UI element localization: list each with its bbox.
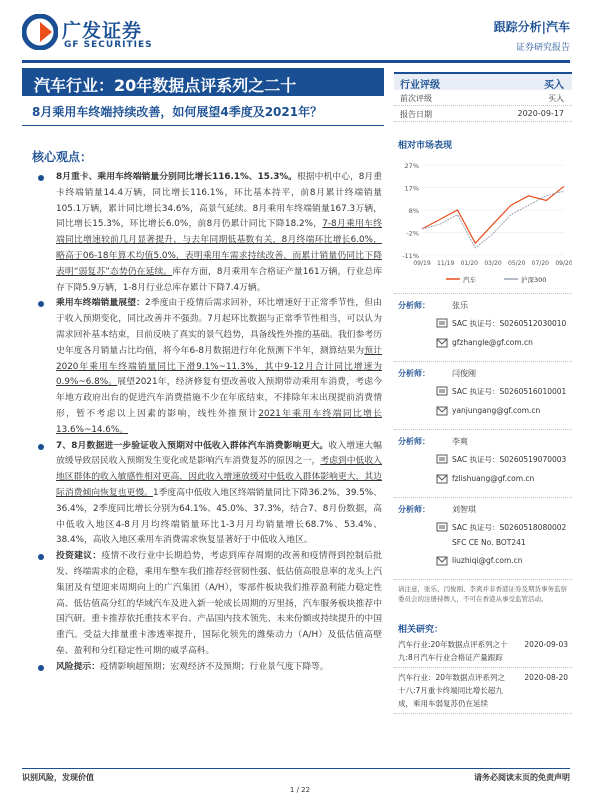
- analyst-name: 闫俊刚: [452, 369, 476, 378]
- rating-label: 行业评级: [400, 80, 440, 91]
- analyst-label: 分析师：: [398, 505, 430, 514]
- paragraph-5: [22, 660, 382, 676]
- sidebar: [394, 72, 572, 714]
- analyst-id: SAC 执证号：S0260518080002: [452, 523, 567, 532]
- analyst-4: [394, 497, 572, 579]
- market-chart-svg: [394, 159, 572, 289]
- paragraph-4: [22, 549, 382, 660]
- para-text: 2季度由于疫情后需求回补，环比增速好于正常季节性，但由于收入预期变化，同比改善并不强劲。7月起环比数据与正常季节性相当，可以认为需求回补基本结束，目前反映了真实的景气趋势，具备线性外推的基础。我们参考历史年度各月销量占比均值，将今年6-8月数据进行年化预测下半年，测算结果为: [56, 298, 382, 356]
- bullet-icon: [38, 554, 44, 560]
- market-chart: [394, 159, 572, 289]
- analyst-label: 分析师：: [398, 437, 430, 446]
- email-icon: [436, 406, 448, 416]
- report-sub: 证券研究报告: [515, 43, 570, 53]
- analyst-name: 张乐: [452, 301, 468, 310]
- analyst-name: 刘智琪: [452, 505, 476, 514]
- x-tick-label: 11/19: [437, 260, 455, 267]
- phone-icon: [436, 454, 448, 464]
- related-item[interactable]: [394, 668, 572, 714]
- main-body: [22, 170, 382, 676]
- phone-icon: [436, 318, 448, 328]
- para-tail: 1季度高中低收入地区终端销量同比下降36.2%、39.5%、36.4%，2季度同比增长分别为64.1%、45.0%、37.3%，结合7、8月份数据，高中低收入地区4-8月月均终端销量环比1-3月月均销量增长68.7%、53.4%、38.4%，高收入地区乘用车消费需求恢复显著好于中低收入地区。: [56, 487, 382, 546]
- x-tick-label: 01/20: [460, 260, 478, 267]
- bullet-icon: [38, 175, 44, 181]
- y-tick-label: 27%: [404, 162, 419, 170]
- x-tick-label: 09/20: [555, 260, 572, 267]
- para-underline: 考虑到中低收入地区群体的收入敏感性相对更高，因此收入增速放缓对中低收入群体影响更大，其边际消费倾向恢复也更慢。: [56, 456, 382, 498]
- paragraph-1: [22, 170, 382, 296]
- footer-rule: [22, 768, 570, 769]
- legend-label: 汽车: [463, 276, 476, 284]
- x-tick-label: 07/20: [531, 260, 549, 267]
- analyst-1: [394, 293, 572, 361]
- analyst-id2: SFC CE No. BOT241: [452, 538, 526, 547]
- prev-rating-value: 买入: [548, 94, 564, 103]
- analyst-email[interactable]: yanjungang@gf.com.cn: [452, 406, 541, 415]
- related-title: 相关研究：: [398, 625, 444, 635]
- email-icon: [436, 338, 448, 348]
- analyst-id: SAC 执证号：S0260512030010: [452, 319, 567, 328]
- series-line-汽车: [422, 186, 564, 243]
- y-tick-label: 17%: [404, 184, 419, 193]
- y-tick-label: -11%: [402, 252, 419, 260]
- legend-label: 沪深300: [521, 276, 547, 284]
- bullet-icon: [38, 665, 44, 671]
- phone-icon: [436, 386, 448, 396]
- analyst-name: 李爽: [452, 437, 468, 446]
- x-tick-label: 03/20: [484, 260, 502, 267]
- paragraph-2: [22, 296, 382, 438]
- para-tail: 库存方面，8月乘用车合格证产量161万辆，行业总库存下降5.9万辆，1-8月行业总库存累计下降7.4万辆。: [56, 266, 382, 293]
- subtitle-rule: [22, 125, 384, 126]
- rating-row: [394, 72, 572, 90]
- related-text[interactable]: 汽车行业：20年数据点评系列之十八:7月重卡终端同比增长超九成，乘用车弱复苏仍在延续: [398, 673, 506, 708]
- para-text: 疫情不改行业中长期趋势，考虑到库存周期的改善和疫情得到控制后批发、终端需求的企稳，乘用车整车我们推荐经营韧性强、低估值高股息率的龙头上汽集团及有望迎来周期向上的广汽集团（A/H），零部件板块我们推荐盈利能力稳定性高、低估值高分红的华域汽车及进入新一轮成长周期的万里扬，汽车服务板块推荐中国汽研。重卡推荐依托重技术平台、产品国内技术领先、未来份额或持续提升的中国重汽。受益大排量重卡渗透率提升，国际化领先的潍柴动力（A/H）及低估值高壁垒、盈利和分红稳定性可期的威孚高科。: [56, 551, 382, 656]
- page-subtitle: 8月乘用车终端持续改善，如何展望4季度及2021年？: [32, 105, 323, 119]
- analyst-email[interactable]: gfzhangle@gf.com.cn: [452, 338, 533, 347]
- y-tick-label: 8%: [408, 207, 419, 215]
- top-rule: [22, 60, 570, 63]
- para-tail: 展望2021年，经济修复有望改善收入预期带动乘用车消费，考虑今年地方政府出台的促进汽车消费措施不少在年底结束，不排除年末出现提前消费情形，暂不考虑以上因素的影响，线性外推预计: [56, 377, 382, 419]
- analyst-id: SAC 执证号：S0260516010001: [452, 387, 567, 396]
- analyst-3: [394, 429, 572, 497]
- para-text: 根据中机中心，8月重卡终端销量14.4万辆，同比增长116.1%，环比基本持平，前8月累计终端销量105.1万辆，累计同比增长34.6%，高景气延续。8月乘用车终端销量167.3万辆，同比增长15.3%，环比增长6.0%，前8月仍累计同比下降18.2%，: [56, 172, 383, 230]
- report-type: 跟踪分析|汽车: [493, 20, 570, 34]
- bullet-icon: [38, 444, 44, 450]
- para-text: 疫情影响超预期；宏观经济不及预期；行业景气度下降等。: [100, 661, 329, 672]
- x-tick-label: 09/19: [413, 260, 431, 267]
- analyst-email[interactable]: liuzhiqi@gf.com.cn: [452, 556, 523, 565]
- logo-cn: 广发证券: [62, 20, 143, 42]
- analyst-id: SAC 执证号：S0260519070003: [452, 455, 567, 464]
- analyst-label: 分析师：: [398, 301, 430, 310]
- x-tick-label: 05/20: [508, 260, 526, 267]
- analyst-label: 分析师：: [398, 369, 430, 378]
- para-lead: 7、8月数据进一步验证收入预期对中低收入群体汽车消费影响更大。: [56, 440, 329, 451]
- page-number: 1 / 22: [289, 786, 311, 794]
- related-item[interactable]: [394, 635, 572, 668]
- gf-logo: [22, 14, 172, 54]
- para-underline: 7-8月乘用车终端同比增速较前几月显著提升，与去年同期低基数有关，8月终端环比增长6.0%，略高于06-18年算术均值5.0%，表明乘用车需求持续改善，而累计销量仍同比下降表明“弱复苏”态势仍在延续。: [56, 219, 382, 277]
- paragraph-3: [22, 439, 382, 550]
- para-lead: 8月重卡、乘用车终端销量分别同比增长116.1%、15.3%。: [56, 172, 297, 182]
- analyst-2: [394, 361, 572, 429]
- date-label: 报告日期: [400, 110, 432, 119]
- phone-icon: [436, 522, 448, 532]
- para-lead: 投资建议：: [56, 551, 102, 562]
- para-lead: 乘用车终端销量展望：: [56, 298, 145, 309]
- related-text[interactable]: 汽车行业:20年数据点评系列之十九:8月汽车行业合格证产量跟踪: [398, 640, 508, 662]
- prev-rating-label: 前次评级: [400, 94, 432, 103]
- related-date: 2020-08-20: [524, 673, 568, 682]
- footer-disclaimer: 请务必阅读末页的免责声明: [474, 773, 570, 782]
- para-underline-2: 2021年乘用车终端同比增长13.6%~14.6%。: [56, 408, 382, 435]
- para-lead: 风险提示：: [56, 661, 100, 672]
- para-text: 收入增速大幅放缓导致居民收入预期发生变化或是影响汽车消费复苏的原因之一，: [56, 440, 382, 467]
- market-title: 相对市场表现: [398, 141, 453, 151]
- logo-en: GF SECURITIES: [64, 40, 153, 50]
- prev-rating-row: [394, 90, 572, 106]
- rating-value: 买入: [544, 80, 564, 91]
- page-title: 汽车行业：20年数据点评系列之二十: [22, 68, 384, 96]
- y-tick-label: -2%: [406, 229, 419, 238]
- analyst-note: 请注意，张乐、闫俊刚、李爽并非香港证券及期货事务监察委员会的注册持牌人，不可在香港从事受监管活动。: [394, 579, 572, 608]
- footer-slogan: 识别风险，发现价值: [22, 773, 94, 782]
- related-date: 2020-09-03: [524, 640, 568, 649]
- core-title: 核心观点：: [32, 150, 93, 164]
- date-value: 2020-09-17: [517, 109, 564, 118]
- analyst-email[interactable]: fzlishuang@gf.com.cn: [452, 474, 535, 483]
- gf-logo-icon: [22, 14, 58, 50]
- date-row: [394, 106, 572, 122]
- bullet-icon: [38, 301, 44, 307]
- email-icon: [436, 474, 448, 484]
- para-underline: 预计2020年乘用车终端销量同比下滑9.1%~11.3%，其中9-12月合计同比增速为0.9%~6.8%。: [56, 345, 382, 388]
- email-icon: [436, 556, 448, 566]
